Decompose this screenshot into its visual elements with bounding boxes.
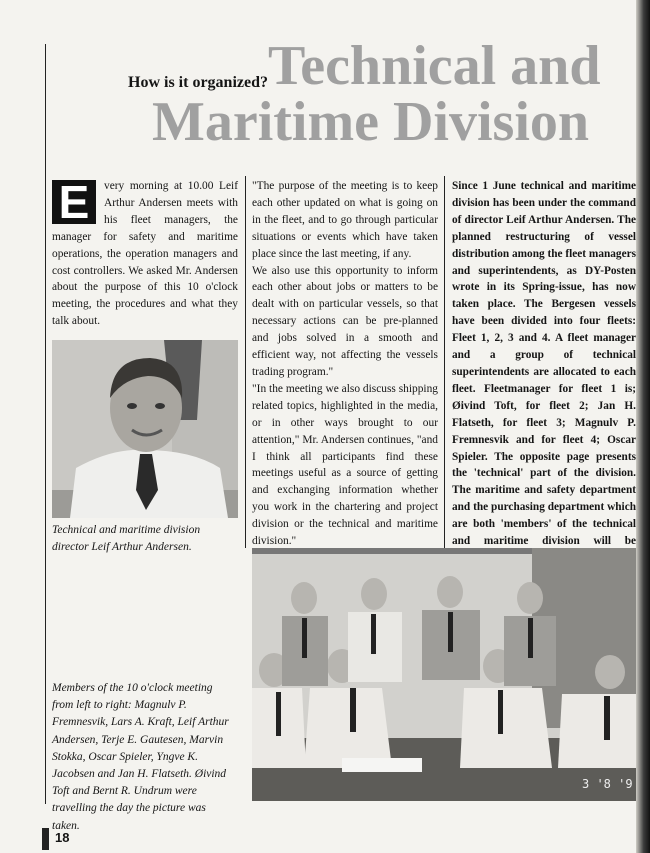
- quote-paragraph-1: "The purpose of the meeting is to keep each other updated on what is going on in the fleet, and to go through particular situations or events which have taken place since the last meeting, if any.: [252, 180, 438, 260]
- article-column-1: [52, 178, 238, 330]
- page-edge-shadow: [636, 0, 650, 853]
- intro-paragraph: very morning at 10.00 Leif Arthur Andersen meets with his fleet managers, the manager for safety and maritime operations, the operation managers and cost controllers. We asked Mr. Andersen about the purpose of this 10 o'clock meeting, the procedures and what they talk about.: [52, 180, 238, 328]
- kicker-heading: How is it organized?: [128, 74, 268, 91]
- page-number: 18: [55, 830, 70, 845]
- quote-paragraph-3: "In the meeting we also discuss shipping related topics, highlighted in the media, or in other ways brought to our attention," Mr. Andersen continues, "and I think all participants find these meetings useful as a source of getting and exchanging information whether you work in the chartering and project division or the technical and maritime division.": [252, 382, 438, 548]
- photo-datestamp: 3 '8 '9: [582, 777, 633, 791]
- column-rule-left: [45, 44, 46, 804]
- page-title-line2: Maritime Division: [152, 91, 590, 153]
- article-column-3: [452, 178, 636, 567]
- column-rule-right: [444, 176, 445, 548]
- drop-cap: E: [52, 180, 96, 224]
- folio-bar: [42, 828, 49, 850]
- news-paragraph: Since 1 June technical and maritime division has been under the command of director Leif Arthur Andersen. The planned restructuring of vessel distribution among the fleet managers and superintendents, as DY-Posten wrote in its Spring-issue, has now taken place. The Bergesen vessels have been divided into four fleets: Fleet 1, 2, 3 and 4. A fleet manager and a group of technical superintendents are allocated to each fleet. Fleetmanager for fleet 1 is; Øivind Toft, for fleet 2; Jan H. Flatseth, for fleet 3; Magnulv P. Fremnesvik and for fleet 4; Oscar Spieler. The opposite page presents the 'technical' part of the division. The maritime and safety department and the purchasing department which are both 'members' of the technical and maritime division will be: [452, 180, 636, 548]
- meeting-photo-caption: Members of the 10 o'clock meeting from left to right: Magnulv P. Fremnesvik, Lars A. Kraft, Leif Arthur Andersen, Terje E. Gautesen, Marvin Stokka, Oscar Spieler, Yngve K. Jacobsen and Jan H. Flatseth. Øivind Toft and Bernt R. Undrum were travelling the day the picture was taken.: [52, 682, 229, 832]
- page-title-line1: Technical and: [268, 35, 601, 97]
- quote-paragraph-2: We also use this opportunity to inform each other about jobs or matters to be dealt with on particular vessels, so that necessary actions can be pre-planned and jobs solved in a smooth and efficient way, not affecting the vessels trading program.": [252, 264, 438, 378]
- director-portrait-photo: [52, 340, 238, 518]
- director-photo-caption: Technical and maritime division director Leif Arthur Andersen.: [52, 524, 201, 554]
- meeting-group-photo: [252, 548, 636, 801]
- meeting-group-illustration: [252, 548, 636, 801]
- director-portrait-illustration: [52, 340, 238, 518]
- column-rule-mid: [245, 176, 246, 548]
- article-column-2: [252, 178, 438, 550]
